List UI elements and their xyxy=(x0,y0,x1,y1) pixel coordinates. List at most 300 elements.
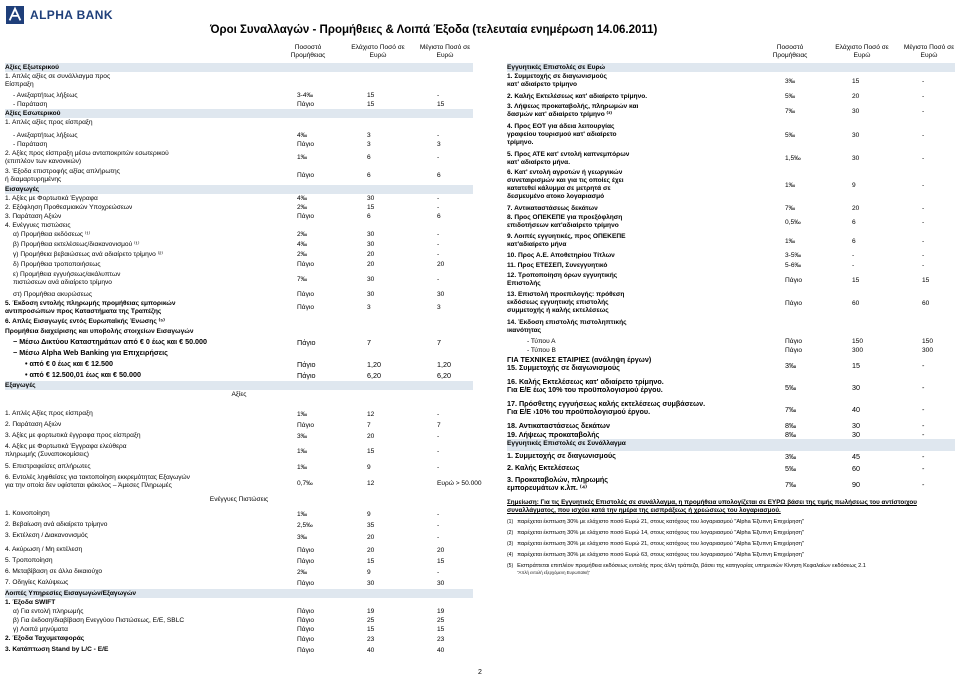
row-label-line: 1. Συμμετοχής σε διαγωνισμούς xyxy=(507,73,607,80)
row-label xyxy=(5,462,473,471)
min-value: 9 xyxy=(367,510,371,518)
left-header xyxy=(5,44,473,63)
left-column xyxy=(5,44,482,656)
table-row xyxy=(5,381,473,390)
footnote-mark: (5) xyxy=(507,563,514,569)
max-value: - xyxy=(922,452,925,461)
row-label-line: κατατεθεί κάλυμμα σε μετρητά σε xyxy=(507,185,611,192)
row-label xyxy=(5,567,473,576)
table-row xyxy=(5,72,473,91)
row-label xyxy=(5,381,473,390)
rate-value: 5‰ xyxy=(785,383,797,392)
row-label xyxy=(5,317,473,326)
row-label-line: 6. Εντολές ληφθείσες για τακτοποίηση εκκρεμότητας Εξαγωγών xyxy=(5,474,190,481)
table-row xyxy=(5,531,473,545)
max-value: 3 xyxy=(437,140,441,148)
row-label-line: ΓΙΑ ΤΕΧΝΙΚΕΣ ΕΤΑΙΡΙΕΣ (ανάληψη έργων) xyxy=(507,355,652,364)
max-value: - xyxy=(437,568,440,576)
table-row xyxy=(5,203,473,212)
row-label-line: 15. Συμμετοχής σε διαγωνισμούς xyxy=(507,363,620,372)
row-label-line: 1. Αξίες με Φορτωτικά Έγγραφα xyxy=(5,195,98,202)
max-value: - xyxy=(922,182,925,189)
row-label xyxy=(5,203,473,212)
table-row xyxy=(5,473,482,495)
row-label-line: 6. Απλές Εισαγωγές εντός Ευρωπαϊκής Ένωσης ⁽⁵⁾ xyxy=(5,318,165,325)
row-label-line: 2. Καλής Εκτελέσεως κατ' αδιαίρετο τρίμηνο. xyxy=(507,93,648,100)
rate-value: Πάγιο xyxy=(297,359,316,369)
table-row xyxy=(507,251,955,261)
min-value: 20 xyxy=(852,93,860,100)
right-column xyxy=(507,44,955,575)
max-value: 3 xyxy=(437,304,441,311)
row-label-line: δεσμευμένο ατοκο λογαριασμό xyxy=(507,193,605,200)
footnote-sub: "Απλή εντολή εξερχόμενη Ευρωπαϊκή" xyxy=(517,570,591,575)
row-label-line: 2. Παράταση Αξιών xyxy=(5,421,62,428)
max-value: - xyxy=(922,108,925,115)
table-row xyxy=(5,185,473,194)
rate-value: 3‰ xyxy=(297,432,308,440)
table-row xyxy=(5,327,473,337)
row-label xyxy=(5,63,473,72)
max-value: - xyxy=(922,480,925,489)
max-value: - xyxy=(437,231,440,238)
rate-value: 3‰ xyxy=(785,452,797,461)
table-row xyxy=(5,420,473,431)
min-value: 3 xyxy=(367,131,371,139)
row-label xyxy=(5,327,473,336)
row-label-line: κατ' αδιαίρετο τρίμηνο xyxy=(507,81,578,88)
rate-value: Πάγιο xyxy=(297,557,315,565)
row-label xyxy=(507,290,955,315)
max-value: 6,20 xyxy=(437,370,451,380)
rate-value: 4‰ xyxy=(297,194,308,202)
row-label-line: 3. Αξίες με φορτωτικά έγγραφα προς είσπραξη xyxy=(5,432,141,439)
max-value: - xyxy=(437,154,440,161)
row-label-line: Αξίες xyxy=(231,391,247,398)
rate-value: 5‰ xyxy=(785,464,797,473)
min-value: 20 xyxy=(367,432,375,440)
table-row xyxy=(5,625,473,634)
row-label-line: - Παράταση xyxy=(13,101,48,108)
row-label xyxy=(5,270,473,287)
rate-value: 3‰ xyxy=(785,78,796,85)
table-row xyxy=(5,520,473,531)
table-row xyxy=(5,100,473,109)
max-value: - xyxy=(437,448,440,455)
rate-value: Πάγιο xyxy=(297,646,315,654)
table-row xyxy=(5,270,473,290)
min-value: 20 xyxy=(852,204,860,212)
table-row xyxy=(507,213,955,232)
min-value: 3 xyxy=(367,304,371,311)
page-number: 2 xyxy=(478,669,482,676)
alpha-bank-logo-icon xyxy=(6,6,24,24)
max-value: 15 xyxy=(437,100,445,108)
rate-value: 0,5‰ xyxy=(785,218,801,226)
table-row xyxy=(5,337,473,348)
max-value: 6 xyxy=(437,172,441,179)
note-paragraph: Σημείωση: Για τις Εγγυητικές Επιστολές σε συνάλλαγμα, η προμήθεια υπολογίζεται σε ΕΥΡΩ βάσει της τιμής πωλήσεως του αντίστοιχου συναλλάγματος, που ισχύει κατά την ημέρα της εισπράξεως ή χρεώσεως του λογαριασμού. xyxy=(507,499,917,514)
footnote-mark: (4) xyxy=(507,552,514,558)
table-row xyxy=(5,240,473,250)
max-value: - xyxy=(437,534,440,541)
min-value: 12 xyxy=(367,480,375,487)
row-label xyxy=(5,185,473,194)
row-label xyxy=(507,213,955,230)
min-value: 30 xyxy=(367,241,375,248)
row-label xyxy=(5,598,473,607)
rate-value: 2‰ xyxy=(297,568,308,576)
row-label-line: 1. Απλές αξίες προς είσπραξη xyxy=(5,119,93,126)
row-label-line: - Τύπου Β xyxy=(527,347,556,354)
row-label-line: 1. Απλές αξίες σε συνάλλαγμα προς xyxy=(5,73,111,80)
row-label-line: 6. Κατ' εντολή αγροτών ή γεωργικών xyxy=(507,169,623,176)
max-value: 25 xyxy=(437,616,445,624)
row-label xyxy=(507,261,955,270)
row-label-line: τρίμηνο. xyxy=(507,139,534,146)
row-label xyxy=(5,359,473,368)
row-label-line: 16. Καλής Εκτελέσεως κατ' αδιαίρετο τρίμηνο. xyxy=(507,377,664,386)
rate-value: 1‰ xyxy=(297,410,308,418)
row-label-line: γραφείου τουρισμού κατ' αδιαίρετο xyxy=(507,131,617,138)
rate-value: 1‰ xyxy=(297,154,308,161)
row-label xyxy=(5,645,473,654)
row-label-line: 7. Αντικαταστάσεως δεκάτων xyxy=(507,205,598,212)
rate-value: 7‰ xyxy=(785,405,797,414)
footnote-mark: (3) xyxy=(507,541,514,547)
max-value: 7 xyxy=(437,337,441,347)
min-value: 6 xyxy=(852,237,856,245)
table-row xyxy=(5,409,473,420)
table-row xyxy=(5,149,473,167)
row-label-line: 2. Βεβαίωση ανά αδιαίρετο τρίμηνο xyxy=(5,521,108,528)
row-label xyxy=(5,91,473,100)
row-label-line: β) Για έκδοση/διαβίβαση Ενεγγύου Πιστώσεως, Ε/Ε, SBLC xyxy=(13,617,185,624)
row-label-line: - Ανεξαρτήτως λήξεως xyxy=(13,132,78,139)
min-value: 15 xyxy=(852,78,860,85)
table-row xyxy=(5,250,473,260)
table-row xyxy=(5,91,473,100)
max-value: - xyxy=(922,78,925,85)
min-value: 40 xyxy=(852,405,860,414)
max-value: - xyxy=(922,155,925,162)
row-label xyxy=(5,520,473,529)
rate-value: Πάγιο xyxy=(297,625,315,633)
row-label-line: 14. Έκδοση επιστολής πιστοληπτικής xyxy=(507,319,627,326)
min-value: 15 xyxy=(367,203,375,211)
table-row xyxy=(507,261,955,271)
footnote xyxy=(507,519,955,526)
row-label-line: Αξίες Εξωτερικού xyxy=(5,64,59,71)
footnote-text: παρέχεται έκπτωση 30% με ελάχιστο ποσό Ευρώ 21, στους κατόχους του λογαριασμού "Alpha Έξυπνη Επιχείρηση" xyxy=(517,519,804,525)
row-label xyxy=(507,102,955,119)
table-row xyxy=(507,232,955,251)
page-title: Όροι Συναλλαγών - Προμήθειες & Λοιπά Έξοδα (τελευταία ενημέρωση 14.06.2011) xyxy=(210,24,658,36)
row-label-line: 4. Ενέγγυες πιστώσεις xyxy=(5,222,71,229)
row-label-line: Ενέγγυες Πιστώσεις xyxy=(209,496,269,503)
row-label-line: α) Προμήθεια εκδόσεως ⁽¹⁾ xyxy=(13,231,91,238)
row-label-line: 5. Τροποποίηση xyxy=(5,557,53,564)
row-label xyxy=(507,168,955,201)
row-label xyxy=(5,290,473,299)
table-row xyxy=(5,140,473,149)
rate-value: Πάγιο xyxy=(785,346,803,354)
right-fee-table xyxy=(507,63,955,495)
table-row xyxy=(507,346,955,355)
rate-value: Πάγιο xyxy=(297,140,315,148)
min-value: 30 xyxy=(852,132,860,139)
max-value: - xyxy=(437,510,440,518)
table-row xyxy=(5,299,473,317)
max-value: - xyxy=(922,361,925,370)
min-value: 15 xyxy=(852,361,860,370)
min-value: 15 xyxy=(367,91,375,99)
min-value: 15 xyxy=(367,625,375,633)
table-row xyxy=(507,168,955,204)
min-value: 25 xyxy=(367,616,375,624)
table-row xyxy=(507,290,955,318)
row-label-line: 3. Κατάπτωση Stand by L/C - Ε/Ε xyxy=(5,646,109,653)
max-value: 1,20 xyxy=(437,359,451,369)
max-value: 15 xyxy=(922,276,930,284)
min-value: 20 xyxy=(367,546,375,554)
row-label-line: στ) Προμήθεια ακυρώσεως xyxy=(13,291,93,298)
max-value: - xyxy=(437,251,440,258)
row-label xyxy=(5,140,473,149)
rate-value: Πάγιο xyxy=(785,337,803,345)
min-value: 30 xyxy=(367,231,375,238)
footnote-text: παρέχεται έκπτωση 30% με ελάχιστο ποσό Ευρώ 21, στους κατόχους του λογαριασμού "Alpha Έξυπνη Επιχείρηση" xyxy=(517,541,804,547)
row-label-line: κατ'αδιαίρετο μήνα xyxy=(507,241,567,248)
header-rate: Ποσοστό Προμήθειας xyxy=(772,44,808,59)
rate-value: 3‰ xyxy=(785,361,797,370)
row-label xyxy=(5,420,473,429)
row-label xyxy=(5,473,473,490)
row-label-line: 5. Προς ΑΤΕ κατ' εντολή καπνεμπόρων xyxy=(507,151,630,158)
max-value: - xyxy=(437,521,440,529)
row-label xyxy=(5,431,473,440)
row-label-line: Επιστολής xyxy=(507,280,541,287)
table-row xyxy=(507,355,955,377)
row-label xyxy=(5,131,473,140)
row-label xyxy=(5,72,473,89)
rate-value: Πάγιο xyxy=(297,607,315,615)
max-value: - xyxy=(922,420,925,430)
row-label-line: 13. Επιστολή προεπιλογής: πρόθεση xyxy=(507,291,625,298)
row-label-line: δ) Προμήθεια τροποποιήσεως xyxy=(13,261,101,268)
row-label xyxy=(5,149,473,166)
row-label xyxy=(5,221,473,230)
rate-value: Πάγιο xyxy=(785,276,803,284)
row-label xyxy=(5,634,473,643)
max-value: - xyxy=(437,432,440,440)
row-label-line: − Μέσω Δικτύου Καταστημάτων από € 0 έως και € 50.000 xyxy=(13,337,208,346)
rate-value: 1,5‰ xyxy=(785,155,801,162)
rate-value: Πάγιο xyxy=(297,212,315,220)
rate-value: 5-6‰ xyxy=(785,262,802,269)
row-label-line: α) Για εντολή πληρωμής xyxy=(13,608,84,615)
rate-value: 2,5‰ xyxy=(297,521,313,529)
row-label-line: κατ' αδιαίρετο μήνα. xyxy=(507,159,571,166)
footnote xyxy=(507,541,955,548)
min-value: 9 xyxy=(367,463,371,471)
row-label xyxy=(5,625,473,634)
min-value: 30 xyxy=(852,420,860,430)
max-value: - xyxy=(437,194,440,202)
table-row xyxy=(5,431,473,442)
min-value: 30 xyxy=(852,383,860,392)
min-value: 6 xyxy=(852,218,856,226)
row-label-line: 6. Μεταβίβαση σε άλλο δικαιούχο xyxy=(5,568,103,575)
rate-value: 4‰ xyxy=(297,241,308,248)
row-label-line: 4. Προς ΕΟΤ για άδεια λειτουργίας xyxy=(507,123,615,130)
min-value: 15 xyxy=(367,448,375,455)
max-value: - xyxy=(922,405,925,414)
max-value: - xyxy=(922,464,925,473)
min-value: 30 xyxy=(367,276,375,283)
min-value: 23 xyxy=(367,635,375,643)
rate-value: Πάγιο xyxy=(297,172,315,179)
row-label-line: 2. Εξόφληση Προθεσμιακών Υποχρεώσεων xyxy=(5,204,133,211)
row-label xyxy=(5,109,473,118)
row-label-line: - Τύπου Α xyxy=(527,338,556,345)
table-row xyxy=(507,377,955,399)
rate-value: Πάγιο xyxy=(297,304,315,311)
min-value: 6 xyxy=(367,172,371,179)
row-label xyxy=(5,578,473,587)
rate-value: 1‰ xyxy=(297,510,308,518)
min-value: 15 xyxy=(852,276,860,284)
row-label xyxy=(5,194,473,203)
header-rate: Ποσοστό Προμήθειας xyxy=(290,44,326,59)
table-row xyxy=(507,399,955,421)
rate-value: 5‰ xyxy=(785,132,796,139)
row-label xyxy=(5,337,473,346)
min-value: 30 xyxy=(367,194,375,202)
rate-value: 0,7‰ xyxy=(297,480,313,487)
row-label-line: 2. Έξοδα Ταχυμεταφοράς xyxy=(5,635,85,642)
max-value: 20 xyxy=(437,261,445,268)
row-label xyxy=(5,531,473,540)
table-row xyxy=(507,337,955,346)
table-row xyxy=(507,475,955,495)
min-value: 6 xyxy=(367,154,371,161)
row-label-line: • από € 12.500,01 έως και € 50.000 xyxy=(25,370,141,379)
rate-value: Πάγιο xyxy=(785,300,803,307)
min-value: 45 xyxy=(852,452,860,461)
row-label xyxy=(507,92,955,101)
row-label-line: πληρωμής (Συναποκομίσεις) xyxy=(5,451,89,458)
rate-value: 1‰ xyxy=(785,182,796,189)
min-value: 30 xyxy=(852,108,860,115)
row-label xyxy=(507,150,955,167)
min-value: 6,20 xyxy=(367,370,381,380)
max-value: - xyxy=(922,252,925,259)
min-value: 300 xyxy=(852,346,864,354)
table-row xyxy=(5,230,473,240)
row-label-line: 18. Αντικαταστάσεως δεκάτων xyxy=(507,421,610,430)
row-label xyxy=(5,299,473,316)
table-row xyxy=(5,317,473,327)
row-label-line: 1. Συμμετοχής σε διαγωνισμούς xyxy=(507,451,616,460)
row-label-line: 1. Έξοδα SWIFT xyxy=(5,599,56,606)
footnote-mark: (2) xyxy=(507,530,514,536)
table-row xyxy=(5,359,473,370)
table-row xyxy=(507,451,955,463)
min-value: 35 xyxy=(367,521,375,529)
table-row xyxy=(5,118,473,131)
min-value: 6 xyxy=(367,212,371,220)
min-value: 9 xyxy=(367,568,371,576)
row-label xyxy=(507,232,955,249)
max-value: - xyxy=(922,429,925,439)
max-value: - xyxy=(437,91,440,99)
min-value: 30 xyxy=(852,429,860,439)
row-label-line: συνεταιρισμών και για τις οποίες έχει xyxy=(507,177,624,184)
row-label xyxy=(5,545,473,554)
min-value: 150 xyxy=(852,337,864,345)
footnote-text: παρέχεται έκπτωση 30% με ελάχιστο ποσό Ευρώ 14, στους κατόχους του λογαριασμού "Alpha Έξυπνη Επιχείρηση" xyxy=(517,530,804,536)
row-label xyxy=(507,355,955,372)
table-row xyxy=(5,109,473,118)
table-row xyxy=(5,545,473,556)
row-label-line: β) Προμήθεια εκτελέσεως/διακανονισμού ⁽¹⁾ xyxy=(13,241,140,248)
rate-value: Πάγιο xyxy=(297,370,316,380)
row-label-line: Εισαγωγές xyxy=(5,186,40,193)
table-row xyxy=(5,290,473,299)
rate-value: Πάγιο xyxy=(297,421,315,429)
row-label xyxy=(5,167,473,184)
row-label-line: 3. Λήψεως προκαταβολής, πληρωμών και xyxy=(507,103,639,110)
max-value: 23 xyxy=(437,635,445,643)
row-label-line: 12. Τροποποίηση όρων εγγυητικής xyxy=(507,272,618,279)
rate-value: 7‰ xyxy=(297,276,308,283)
row-label-line: επιδοτήσεων κατ'αδιαίρετο τρίμηνο xyxy=(507,222,619,229)
footnote-text: Εισπράττεται επιπλέον προμήθεια εκδόσεως εντολής προς άλλη τράπεζα, βάσει της κατηγορίας υπηρεσιών Κίνηση Κεφαλαίων εκδόσεως 2.1 xyxy=(517,563,866,569)
row-label-line: 5. Έκδοση εντολής πληρωμής προμήθειας εμπορικών xyxy=(5,300,176,307)
row-label-line: 3. Προκαταβολών, πληρωμής xyxy=(507,475,609,484)
row-label-line: 2. Καλής Εκτελέσεως xyxy=(507,463,580,472)
table-row xyxy=(5,634,473,645)
row-label xyxy=(5,370,473,379)
row-label-line: Εξαγωγές xyxy=(5,382,36,389)
row-label-line: 10. Προς Α.Ε. Αποθετηρίου Τίτλων xyxy=(507,252,615,259)
row-label xyxy=(507,439,955,448)
brand-logo xyxy=(6,6,113,24)
max-value: 6 xyxy=(437,212,441,220)
row-label-line: 1. Απλές Αξίες προς είσπραξη xyxy=(5,410,93,417)
max-value: 15 xyxy=(437,557,445,565)
row-label-line: 7. Οδηγίες Καλύψεως xyxy=(5,579,69,586)
table-row xyxy=(507,318,955,337)
row-label-line: • από € 0 έως και € 12.500 xyxy=(25,359,114,368)
rate-value: 2‰ xyxy=(297,203,308,211)
row-label xyxy=(5,616,473,625)
min-value: 3 xyxy=(367,140,371,148)
row-label xyxy=(5,118,473,127)
max-value: 60 xyxy=(922,300,930,307)
table-row xyxy=(507,430,955,439)
rate-value: Πάγιο xyxy=(297,616,315,624)
table-row xyxy=(5,63,473,72)
rate-value: 2‰ xyxy=(297,231,308,238)
min-value: 15 xyxy=(367,557,375,565)
row-label xyxy=(5,495,473,504)
min-value: 60 xyxy=(852,464,860,473)
table-row xyxy=(5,589,473,598)
row-label xyxy=(5,240,473,249)
row-label xyxy=(507,122,955,147)
